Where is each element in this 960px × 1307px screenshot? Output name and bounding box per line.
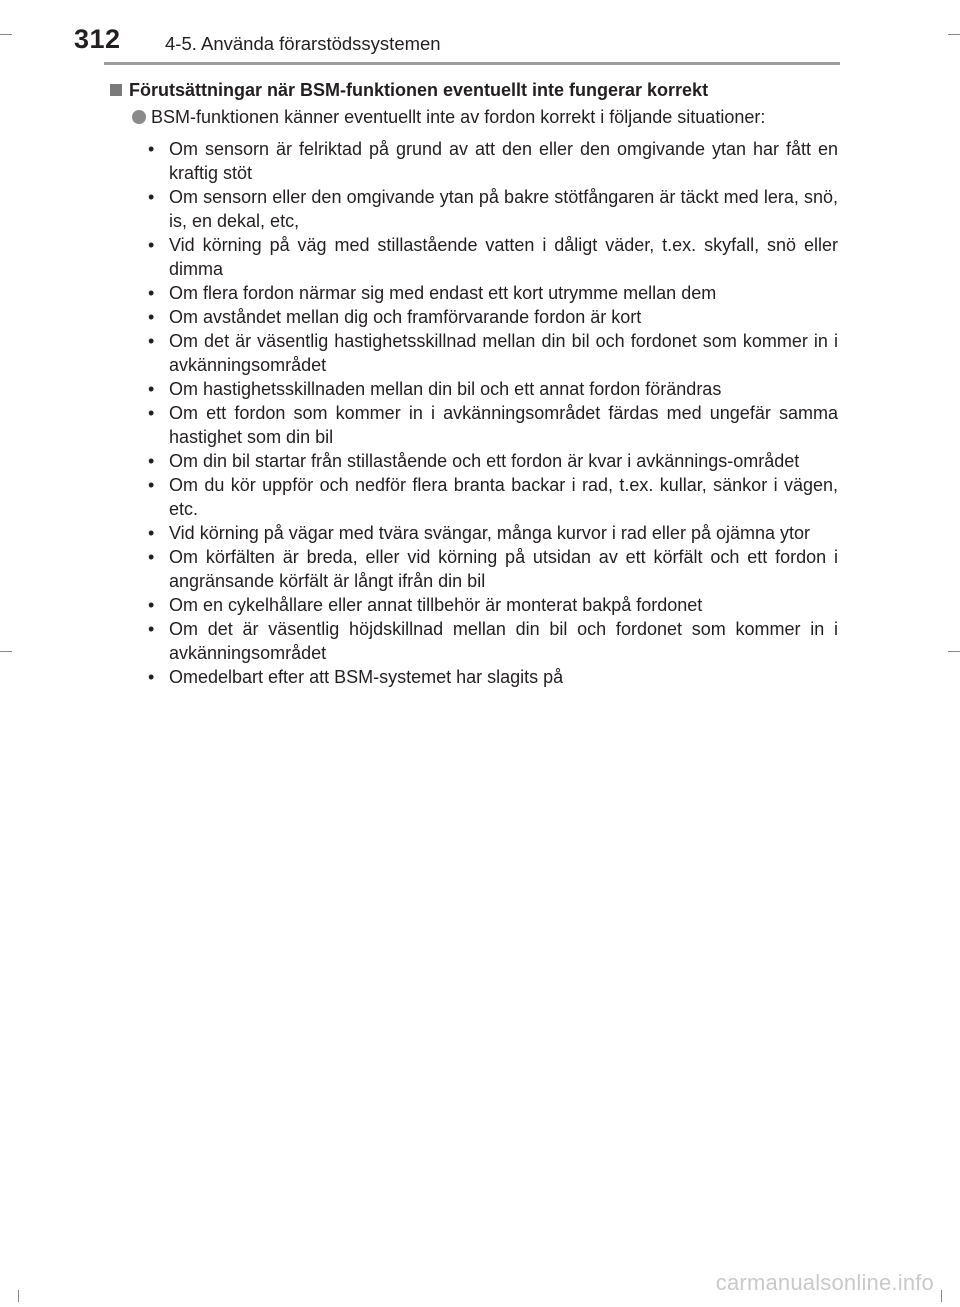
crop-mark <box>948 34 960 35</box>
list-item: • Om sensorn eller den omgivande ytan på bakre stötfångaren är täckt med lera, snö, is, en dekal, etc, <box>148 185 838 233</box>
list-item: • Om avståndet mellan dig och framförvarande fordon är kort <box>148 305 838 329</box>
list-item: • Om en cykelhållare eller annat tillbehör är monterat bakpå fordonet <box>148 593 838 617</box>
watermark-brand: carmanualsonline.info <box>715 1270 934 1295</box>
list-item: • Om körfälten är breda, eller vid körning på utsidan av ett körfält och ett fordon i angränsande körfält är långt ifrån din bil <box>148 545 838 593</box>
list-item: • Om sensorn är felriktad på grund av att den eller den omgivande ytan har fått en kraftig stöt <box>148 137 838 185</box>
list-item: • Omedelbart efter att BSM-systemet har slagits på <box>148 665 838 689</box>
list-item: • Om ett fordon som kommer in i avkänningsområdet färdas med ungefär samma hastighet som din bil <box>148 401 838 449</box>
list-item: • Om det är väsentlig höjdskillnad mellan din bil och fordonet som kommer in i avkänningsområdet <box>148 617 838 665</box>
circle-bullet-icon <box>132 110 146 124</box>
heading-text: Förutsättningar när BSM-funktionen eventuellt inte fungerar korrekt <box>129 80 709 100</box>
page-number: 312 <box>74 24 121 54</box>
list-item: • Om flera fordon närmar sig med endast ett kort utrymme mellan dem <box>148 281 838 305</box>
list-item: • Om du kör uppför och nedför flera branta backar i rad, t.ex. kullar, sänkor i vägen, etc. <box>148 473 838 521</box>
crop-mark <box>941 1290 942 1302</box>
situation-list <box>148 137 838 689</box>
section-heading <box>110 80 850 101</box>
list-item: • Vid körning på väg med stillastående vatten i dåligt väder, t.ex. skyfall, snö eller dimma <box>148 233 838 281</box>
header-divider <box>104 62 840 65</box>
crop-mark <box>948 651 960 652</box>
list-item: • Om din bil startar från stillastående och ett fordon är kvar i avkännings-området <box>148 449 838 473</box>
list-item: • Vid körning på vägar med tvära svängar, många kurvor i rad eller på ojämna ytor <box>148 521 838 545</box>
section-title: 4-5. Använda förarstödssystemen <box>165 33 441 54</box>
list-item: • Om hastighetsskillnaden mellan din bil och ett annat fordon förändras <box>148 377 838 401</box>
list-item: • Om det är väsentlig hastighetsskillnad mellan din bil och fordonet som kommer in i avkänningsområdet <box>148 329 838 377</box>
subheading-text: BSM-funktionen känner eventuellt inte av fordon korrekt i följande situationer: <box>151 107 766 127</box>
crop-mark <box>0 651 12 652</box>
subheading <box>132 107 852 128</box>
square-bullet-icon <box>110 84 122 96</box>
crop-mark <box>18 1290 19 1302</box>
crop-mark <box>0 34 12 35</box>
